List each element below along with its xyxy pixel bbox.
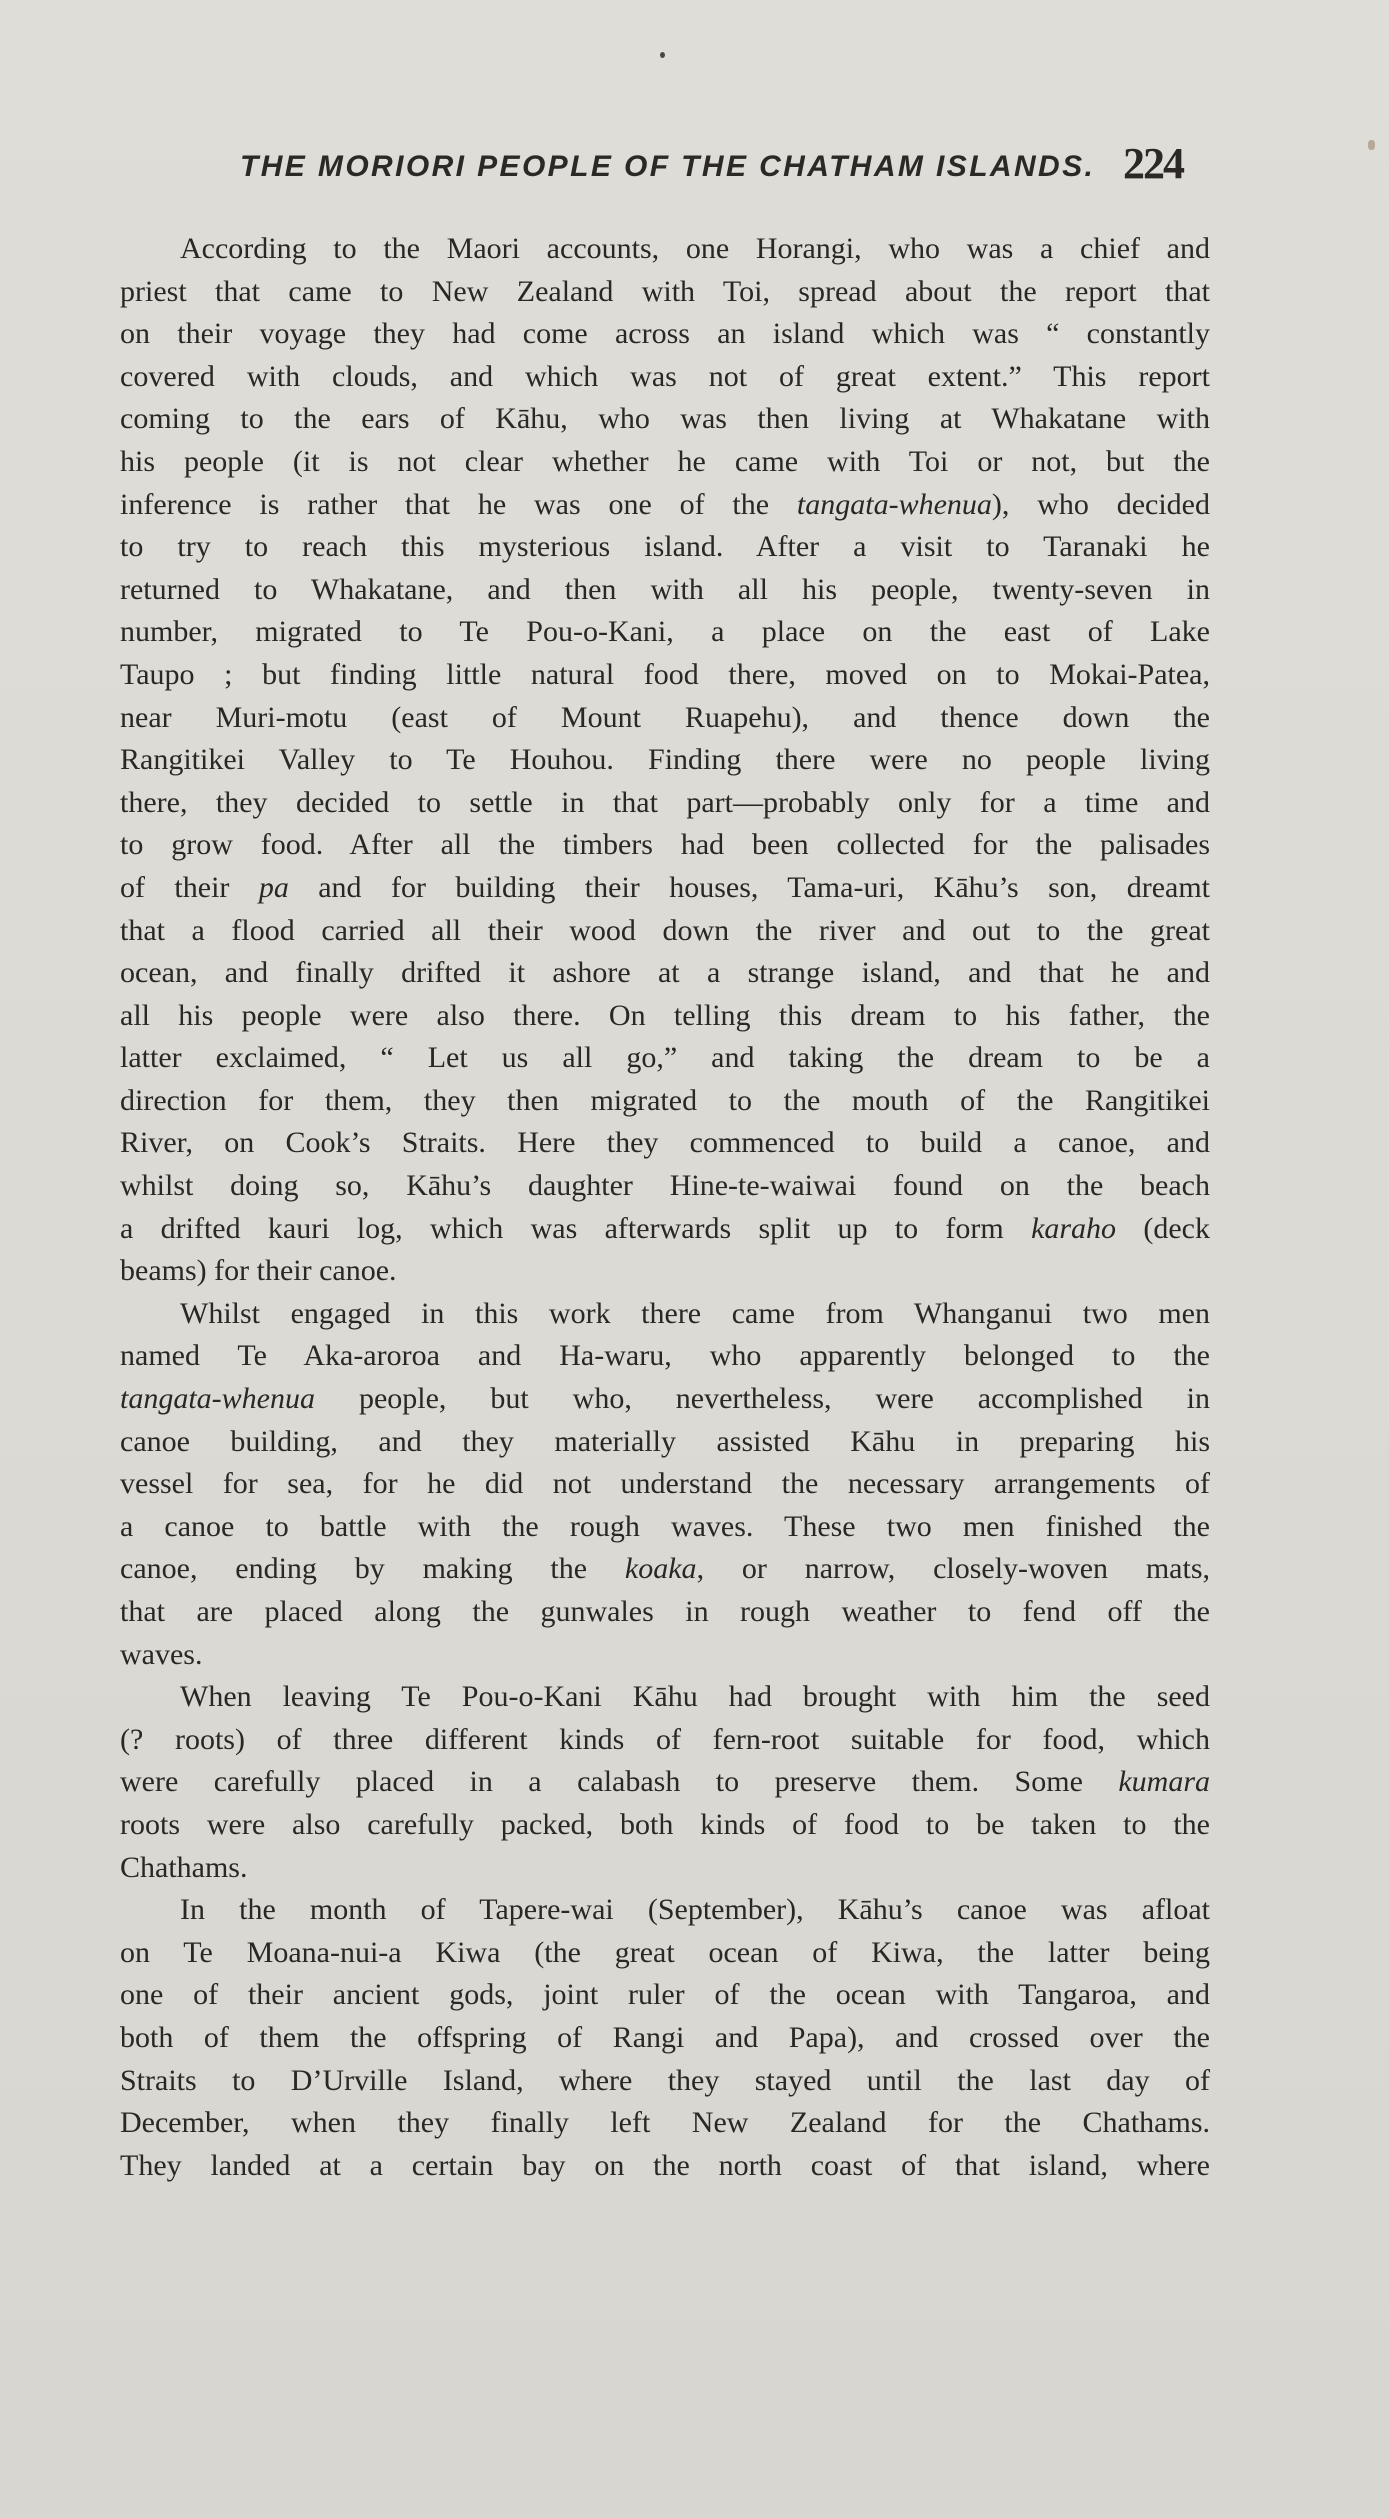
text-line: When leaving Te Pou-o-Kani Kāhu had brought with him the seed <box>180 1680 1210 1714</box>
paragraph-1 <box>120 228 1210 1293</box>
text-line: latter exclaimed, “ Let us all go,” and taking the dream to be a <box>120 1041 1210 1075</box>
text-line: all his people were also there. On telling this dream to his father, the <box>120 998 1210 1032</box>
text-line: on their voyage they had come across an island which was “ constantly <box>120 317 1210 351</box>
text-line: of their pa and for building their houses, Tama-uri, Kāhu’s son, dreamt <box>120 870 1210 904</box>
page-header <box>0 138 1389 198</box>
text-line: waves. <box>120 1637 203 1671</box>
text-line: inference is rather that he was one of the tangata-whenua), who decided <box>120 487 1210 521</box>
text-line: that a flood carried all their wood down the river and out to the great <box>120 913 1210 947</box>
text-line: Rangitikei Valley to Te Houhou. Finding there were no people living <box>120 743 1210 777</box>
text-line: named Te Aka-aroroa and Ha-waru, who apparently belonged to the <box>120 1339 1210 1373</box>
text-line: direction for them, they then migrated to the mouth of the Rangitikei <box>120 1083 1210 1117</box>
text-line: (? roots) of three different kinds of fern-root suitable for food, which <box>120 1722 1210 1756</box>
text-line: roots were also carefully packed, both kinds of food to be taken to the <box>120 1807 1210 1841</box>
page-number: 224 <box>1123 139 1183 188</box>
text-line: a drifted kauri log, which was afterwards split up to form karaho (deck <box>120 1211 1210 1245</box>
text-line: there, they decided to settle in that part—probably only for a time and <box>120 785 1210 819</box>
text-line: tangata-whenua people, but who, nevertheless, were accomplished in <box>120 1382 1210 1416</box>
text-line: near Muri-motu (east of Mount Ruapehu), and thence down the <box>120 700 1210 734</box>
text-line: coming to the ears of Kāhu, who was then living at Whakatane with <box>120 402 1210 436</box>
text-line: beams) for their canoe. <box>120 1254 397 1288</box>
text-line: Taupo ; but finding little natural food there, moved on to Mokai-Patea, <box>120 657 1210 691</box>
text-line: to try to reach this mysterious island. After a visit to Taranaki he <box>120 530 1210 564</box>
text-line: Whilst engaged in this work there came from Whanganui two men <box>180 1296 1210 1330</box>
paragraph-2 <box>120 1293 1210 1676</box>
text-line: They landed at a certain bay on the north coast of that island, where <box>120 2148 1210 2182</box>
text-line: ocean, and finally drifted it ashore at a strange island, and that he and <box>120 956 1210 990</box>
text-line: returned to Whakatane, and then with all his people, twenty-seven in <box>120 572 1210 606</box>
text-line: canoe, ending by making the koaka, or narrow, closely-woven mats, <box>120 1552 1211 1586</box>
text-line: vessel for sea, for he did not understand the necessary arrangements of <box>120 1467 1210 1501</box>
text-line: a canoe to battle with the rough waves. These two men finished the <box>120 1509 1210 1543</box>
text-line: number, migrated to Te Pou-o-Kani, a place on the east of Lake <box>120 615 1210 649</box>
text-line: River, on Cook’s Straits. Here they commenced to build a canoe, and <box>120 1126 1210 1160</box>
text-line: whilst doing so, Kāhu’s daughter Hine-te-waiwai found on the beach <box>120 1169 1210 1203</box>
text-line: on Te Moana-nui-a Kiwa (the great ocean of Kiwa, the latter being <box>120 1935 1210 1969</box>
paragraph-4 <box>120 1889 1210 2187</box>
text-line: were carefully placed in a calabash to preserve them. Some kumara <box>120 1765 1210 1799</box>
running-title: THE MORIORI PEOPLE OF THE CHATHAM ISLANDS. <box>240 150 1096 183</box>
text-line: both of them the offspring of Rangi and Papa), and crossed over the <box>120 2020 1210 2054</box>
text-line: canoe building, and they materially assisted Kāhu in preparing his <box>120 1424 1210 1458</box>
text-line: priest that came to New Zealand with Toi, spread about the report that <box>120 274 1210 308</box>
paragraph-3 <box>120 1676 1210 1889</box>
text-line: that are placed along the gunwales in rough weather to fend off the <box>120 1595 1210 1628</box>
text-line: December, when they finally left New Zealand for the Chathams. <box>120 2106 1210 2140</box>
text-line: According to the Maori accounts, one Horangi, who was a chief and <box>180 232 1210 265</box>
text-line: covered with clouds, and which was not of great extent.” This report <box>120 359 1210 393</box>
text-line: Straits to D’Urville Island, where they stayed until the last day of <box>120 2063 1210 2097</box>
text-line: Chathams. <box>120 1850 248 1884</box>
ink-speck <box>660 52 665 58</box>
text-line: one of their ancient gods, joint ruler of the ocean with Tangaroa, and <box>120 1978 1210 2012</box>
text-line: his people (it is not clear whether he came with Toi or not, but the <box>120 444 1210 478</box>
body-text <box>120 228 1210 2187</box>
text-line: In the month of Tapere-wai (September), Kāhu’s canoe was afloat <box>180 1893 1210 1927</box>
text-line: to grow food. After all the timbers had been collected for the palisades <box>120 828 1210 862</box>
